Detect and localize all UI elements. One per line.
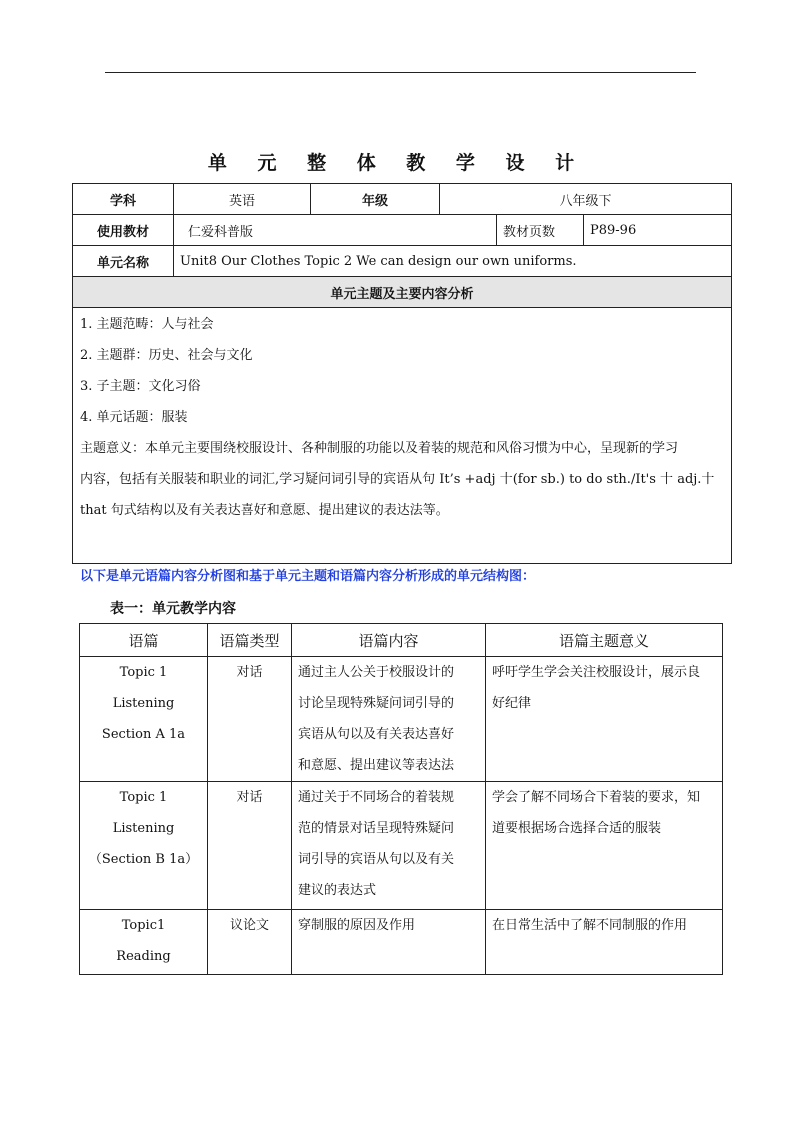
passage-line: Listening — [112, 821, 175, 836]
subject-value: 英语 — [174, 184, 311, 215]
table-row — [80, 910, 723, 975]
table-row — [80, 782, 723, 910]
analysis-line: 主题意义：本单元主要围绕校服设计、各种制服的功能以及着装的规范和风俗习惯为中心，呈现新的学习 — [80, 441, 679, 456]
content-cell — [292, 910, 486, 975]
content-line: 穿制服的原因及作用 — [298, 918, 416, 933]
meaning-cell — [486, 657, 723, 782]
info-row-textbook — [73, 215, 732, 246]
analysis-line: 内容，包括有关服装和职业的词汇,学习疑问词引导的宾语从句 It’s +adj 十(for sb.) to do sth./It's 十 adj.十 — [80, 472, 715, 487]
info-table — [72, 183, 732, 564]
grade-label: 年级 — [311, 184, 440, 215]
content-cell — [292, 782, 486, 910]
content-line: 通过主人公关于校服设计的 — [298, 665, 455, 680]
analysis-line: 4. 单元话题：服装 — [80, 410, 188, 425]
info-row-unit — [73, 246, 732, 277]
passage-line: Topic 1 — [119, 790, 168, 805]
passage-cell — [80, 782, 208, 910]
passage-cell — [80, 657, 208, 782]
structure-note: 以下是单元语篇内容分析图和基于单元主题和语篇内容分析形成的单元结构图： — [80, 569, 536, 584]
document-title: 单 元 整 体 教 学 设 计 — [207, 152, 587, 174]
teaching-content-table — [79, 623, 723, 975]
content-line: 词引导的宾语从句以及有关 — [298, 852, 455, 867]
header-meaning: 语篇主题意义 — [486, 624, 723, 657]
analysis-line: that 句式结构以及有关表达喜好和意愿、提出建议的表达法等。 — [80, 503, 449, 518]
content-line: 范的情景对话呈现特殊疑问 — [298, 821, 455, 836]
section-heading: 单元主题及主要内容分析 — [73, 277, 732, 308]
analysis-line: 2. 主题群：历史、社会与文化 — [80, 348, 253, 363]
content-line: 通过关于不同场合的着装规 — [298, 790, 455, 805]
table-caption: 表一：单元教学内容 — [110, 601, 236, 617]
meaning-line: 呼吁学生学会关注校服设计，展示良 — [492, 665, 701, 680]
meaning-cell — [486, 782, 723, 910]
info-row-subject — [73, 184, 732, 215]
subject-label: 学科 — [73, 184, 174, 215]
content-line: 讨论呈现特殊疑问词引导的 — [298, 696, 455, 711]
meaning-cell — [486, 910, 723, 975]
unit-value: Unit8 Our Clothes Topic 2 We can design our own uniforms. — [174, 246, 732, 277]
meaning-line: 学会了解不同场合下着装的要求，知 — [492, 790, 701, 805]
type-cell: 议论文 — [208, 910, 292, 975]
textbook-value: 仁爱科普版 — [174, 215, 497, 246]
content-line: 建议的表达式 — [298, 883, 377, 898]
grade-value: 八年级下 — [440, 184, 732, 215]
header-type: 语篇类型 — [208, 624, 292, 657]
analysis-cell — [73, 308, 732, 564]
header-content: 语篇内容 — [292, 624, 486, 657]
unit-label: 单元名称 — [73, 246, 174, 277]
textbook-label: 使用教材 — [73, 215, 174, 246]
type-cell: 对话 — [208, 782, 292, 910]
header-passage: 语篇 — [80, 624, 208, 657]
analysis-line: 3. 子主题：文化习俗 — [80, 379, 201, 394]
meaning-line: 在日常生活中了解不同制服的作用 — [492, 918, 688, 933]
passage-cell — [80, 910, 208, 975]
header-rule — [105, 72, 696, 73]
content-header-row — [80, 624, 723, 657]
passage-line: Topic1 — [121, 918, 166, 933]
info-row-section-heading — [73, 277, 732, 308]
passage-line: Section A 1a — [101, 727, 186, 742]
meaning-line: 好纪律 — [492, 696, 532, 711]
passage-line: （Section B 1a） — [88, 852, 199, 867]
pages-label: 教材页数 — [497, 215, 584, 246]
content-line: 和意愿、提出建议等表达法 — [298, 758, 455, 773]
content-line: 宾语从句以及有关表达喜好 — [298, 727, 455, 742]
passage-line: Topic 1 — [119, 665, 168, 680]
pages-value: P89-96 — [584, 215, 732, 246]
passage-line: Reading — [116, 949, 171, 964]
info-row-analysis — [73, 308, 732, 564]
passage-line: Listening — [112, 696, 175, 711]
analysis-line: 1. 主题范畴：人与社会 — [80, 317, 214, 332]
type-cell: 对话 — [208, 657, 292, 782]
content-cell — [292, 657, 486, 782]
table-row — [80, 657, 723, 782]
meaning-line: 道要根据场合选择合适的服装 — [492, 821, 662, 836]
